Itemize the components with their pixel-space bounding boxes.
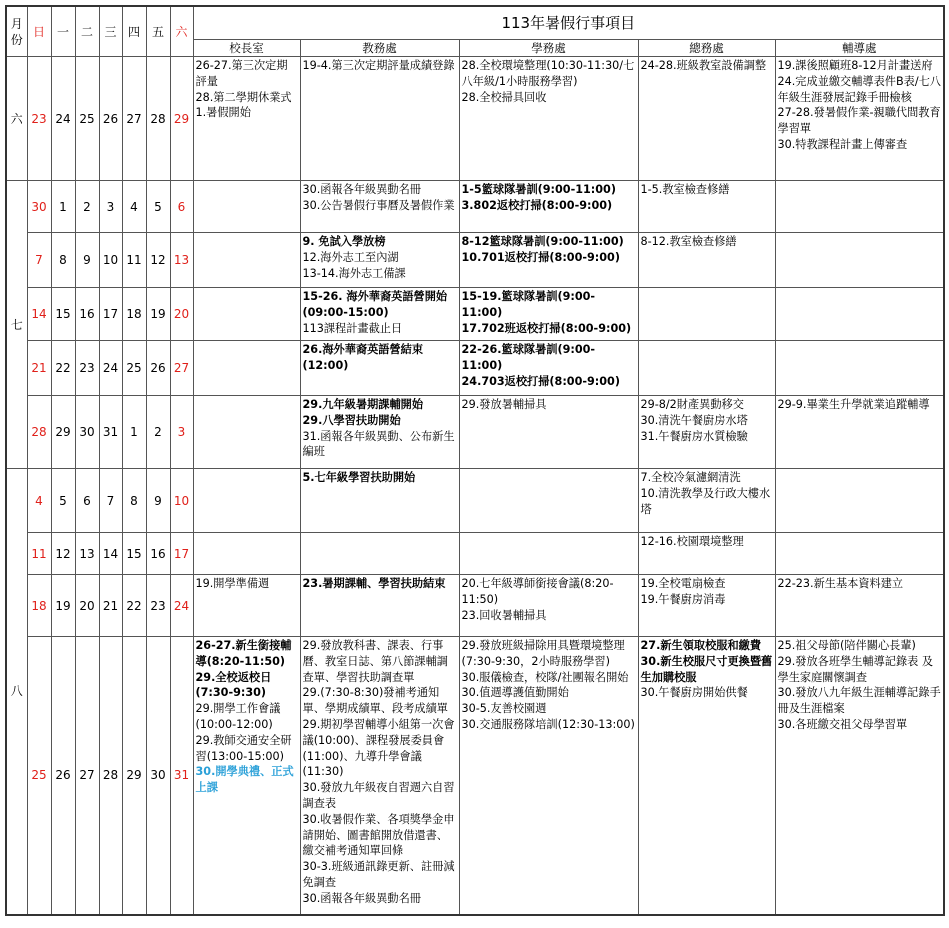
events-principal (193, 288, 300, 341)
event-item: 29.發放教科書、課表、行事曆、教室日誌、第八節課輔調查單、學習扶助調查單 (302, 639, 448, 684)
events-general-affairs (638, 233, 775, 288)
week-row (6, 288, 944, 341)
office-counseling: 輔導處 (775, 40, 944, 57)
week-row (6, 57, 944, 181)
weekday-wed: 三 (99, 6, 122, 57)
event-item: 30.發放八九年級生涯輔導記錄手冊及生涯檔案 (777, 686, 941, 716)
events-general-affairs (638, 341, 775, 396)
event-item: 29-8/2財產異動移交 (640, 398, 744, 411)
day-number: 5 (51, 469, 75, 533)
events-principal (193, 233, 300, 288)
events-general-affairs (638, 57, 775, 181)
event-item: 30.交通服務隊培訓(12:30-13:00) (461, 717, 635, 731)
event-item: 29.發放暑輔掃具 (461, 398, 547, 411)
day-number: 27 (122, 57, 146, 181)
day-number: 17 (99, 288, 122, 341)
day-number: 11 (27, 533, 51, 575)
event-item: 1-5.教室檢查修繕 (640, 183, 730, 196)
day-number: 20 (170, 288, 193, 341)
event-item: 29.全校返校日(7:30-9:30) (195, 670, 272, 700)
day-number: 1 (51, 181, 75, 233)
day-number: 11 (122, 233, 146, 288)
week-row (6, 341, 944, 396)
day-number: 29 (122, 637, 146, 915)
events-counseling (775, 637, 944, 915)
day-number: 21 (27, 341, 51, 396)
event-item: 29.教師交通安全研習(13:00-15:00) (195, 733, 292, 763)
events-academic (300, 575, 459, 637)
weekday-mon: 一 (51, 6, 75, 57)
day-number: 6 (170, 181, 193, 233)
event-item: 31.函報各年級異動、公布新生編班 (302, 429, 455, 459)
events-principal (193, 469, 300, 533)
day-number: 22 (122, 575, 146, 637)
event-item: 5.七年級學習扶助開始 (302, 471, 416, 484)
events-student-affairs (459, 233, 638, 288)
day-number: 25 (27, 637, 51, 915)
events-student-affairs (459, 469, 638, 533)
events-principal (193, 57, 300, 181)
event-item: 19.開學準備週 (195, 577, 270, 590)
day-number: 13 (75, 533, 99, 575)
day-number: 12 (146, 233, 170, 288)
events-student-affairs (459, 637, 638, 915)
events-principal (193, 341, 300, 396)
day-number: 29 (170, 57, 193, 181)
event-item: 1-5籃球隊暑訓(9:00-11:00) (461, 183, 616, 196)
day-number: 27 (170, 341, 193, 396)
day-number: 6 (75, 469, 99, 533)
events-academic (300, 396, 459, 469)
weekday-fri: 五 (146, 6, 170, 57)
day-number: 31 (99, 396, 122, 469)
events-general-affairs (638, 396, 775, 469)
event-item: 30.值週導護值勤開始 (461, 686, 569, 700)
office-academic: 教務處 (300, 40, 459, 57)
event-item: 1.暑假開始 (195, 106, 251, 120)
day-number: 2 (146, 396, 170, 469)
event-item: 8-12籃球隊暑訓(9:00-11:00) (461, 235, 624, 248)
event-item: 30.午餐廚房開始供餐 (640, 686, 748, 700)
event-item: 7.全校冷氣濾網清洗 (640, 471, 741, 484)
events-general-affairs (638, 533, 775, 575)
events-academic (300, 469, 459, 533)
day-number: 26 (51, 637, 75, 915)
day-number: 10 (170, 469, 193, 533)
event-item: 26.海外華裔英語營結束(12:00) (302, 343, 424, 372)
event-item: 30-5.友善校園週 (461, 702, 547, 716)
events-counseling (775, 469, 944, 533)
day-number: 21 (99, 575, 122, 637)
event-item: 19.課後照顧班8-12月計畫送府 (777, 59, 933, 72)
event-item: 30.各班繳交祖父母學習單 (777, 717, 908, 731)
event-item: 29.發放班級掃除用具暨環境整理(7:30-9:30，2小時服務學習) (461, 639, 625, 668)
week-row (6, 637, 944, 915)
event-item: 113課程計畫截止日 (302, 321, 403, 335)
week-row (6, 533, 944, 575)
day-number: 13 (170, 233, 193, 288)
event-item: 3.802返校打掃(8:00-9:00) (461, 198, 613, 212)
events-principal (193, 396, 300, 469)
event-item: 28.全校環境整理(10:30-11:30/七八年級/1小時服務學習) (461, 59, 635, 88)
events-counseling (775, 288, 944, 341)
day-number: 24 (99, 341, 122, 396)
event-item: 23.暑期課輔、學習扶助結束 (302, 577, 446, 590)
month-label: 六 (6, 57, 27, 181)
event-item: 29.九年級暑期課輔開始 (302, 398, 424, 411)
event-item: 12.海外志工至內湖 (302, 250, 399, 264)
events-principal (193, 533, 300, 575)
day-number: 2 (75, 181, 99, 233)
day-number: 16 (146, 533, 170, 575)
event-item: 30.函報各年級異動名冊 (302, 891, 421, 905)
day-number: 25 (122, 341, 146, 396)
day-number: 9 (75, 233, 99, 288)
events-academic (300, 181, 459, 233)
day-number: 9 (146, 469, 170, 533)
day-number: 30 (27, 181, 51, 233)
event-item: 30.公告暑假行事曆及暑假作業 (302, 198, 455, 212)
events-principal (193, 181, 300, 233)
event-item: 15-19.籃球隊暑訓(9:00-11:00) (461, 290, 596, 319)
day-number: 19 (146, 288, 170, 341)
event-item: 9. 免試入學放榜 (302, 235, 386, 248)
events-academic (300, 341, 459, 396)
event-item: 19.全校電扇檢查 (640, 577, 726, 590)
event-item: 30.特教課程計畫上傳審查 (777, 137, 908, 151)
event-item: 8-12.教室檢查修繕 (640, 235, 737, 248)
day-number: 7 (27, 233, 51, 288)
day-number: 18 (122, 288, 146, 341)
event-item: 24.703返校打掃(8:00-9:00) (461, 374, 620, 388)
events-student-affairs (459, 288, 638, 341)
day-number: 30 (75, 396, 99, 469)
day-number: 8 (122, 469, 146, 533)
event-item: 19.午餐廚房消毒 (640, 592, 726, 606)
event-item: 30.新生校服尺寸更換暨舊生加購校服 (640, 654, 773, 684)
day-number: 26 (146, 341, 170, 396)
day-number: 30 (146, 637, 170, 915)
event-item: 23.回收暑輔掃具 (461, 608, 547, 622)
day-number: 28 (99, 637, 122, 915)
events-general-affairs (638, 469, 775, 533)
events-student-affairs (459, 396, 638, 469)
events-general-affairs (638, 637, 775, 915)
event-item: 29.期初學習輔導小組第一次會議(10:00)、課程發展委員會(11:00)、九導升學會議(11:30) (302, 717, 455, 779)
day-number: 18 (27, 575, 51, 637)
weekday-sun: 日 (27, 6, 51, 57)
calendar-body (6, 57, 944, 915)
day-number: 22 (51, 341, 75, 396)
week-row (6, 181, 944, 233)
event-item: 17.702班返校打掃(8:00-9:00) (461, 321, 632, 335)
event-item: 25.祖父母節(陪伴關心長輩) (777, 639, 916, 652)
event-item: 10.701返校打掃(8:00-9:00) (461, 250, 620, 264)
month-label: 八 (6, 469, 27, 915)
week-row (6, 469, 944, 533)
event-item: 26-27.第三次定期評量 (195, 59, 288, 88)
event-item: 27-28.發暑假作業-親職代間教育學習單 (777, 106, 941, 136)
event-item: 30.收暑假作業、各項獎學金申請開始、圖書館開放借還書、繳交補考通知單回條 (302, 812, 455, 858)
events-counseling (775, 341, 944, 396)
event-item: 22-26.籃球隊暑訓(9:00-11:00) (461, 343, 596, 372)
event-item: 30-3.班級通訊錄更新、註冊減免調查 (302, 860, 455, 889)
events-student-affairs (459, 341, 638, 396)
day-number: 26 (99, 57, 122, 181)
week-row (6, 233, 944, 288)
day-number: 24 (170, 575, 193, 637)
event-item: 30.發放九年級夜自習週六自習調查表 (302, 781, 455, 810)
events-student-affairs (459, 533, 638, 575)
event-item: 22-23.新生基本資料建立 (777, 577, 904, 590)
event-item: 30.函報各年級異動名冊 (302, 183, 421, 196)
day-number: 23 (27, 57, 51, 181)
weekday-thu: 四 (122, 6, 146, 57)
event-item: 29.八學習扶助開始 (302, 413, 401, 427)
events-counseling (775, 533, 944, 575)
events-student-affairs (459, 57, 638, 181)
week-row (6, 396, 944, 469)
day-number: 7 (99, 469, 122, 533)
event-item: 29.開學工作會議(10:00-12:00) (195, 702, 281, 731)
day-number: 31 (170, 637, 193, 915)
events-student-affairs (459, 575, 638, 637)
page-title: 113年暑假行事項目 (193, 6, 944, 40)
weekday-tue: 二 (75, 6, 99, 57)
event-item: 30.開學典禮、正式上課 (195, 765, 294, 795)
events-academic (300, 637, 459, 915)
day-number: 28 (27, 396, 51, 469)
calendar-table (5, 5, 945, 916)
day-number: 24 (51, 57, 75, 181)
weekday-sat: 六 (170, 6, 193, 57)
day-number: 28 (146, 57, 170, 181)
day-number: 14 (99, 533, 122, 575)
events-counseling (775, 575, 944, 637)
events-academic (300, 233, 459, 288)
event-item: 20.七年級導師銜接會議(8:20-11:50) (461, 577, 614, 606)
event-item: 30.清洗午餐廚房水塔 (640, 413, 748, 427)
office-student-affairs: 學務處 (459, 40, 638, 57)
day-number: 5 (146, 181, 170, 233)
event-item: 19-4.第三次定期評量成績登錄 (302, 59, 455, 72)
event-item: 15-26. 海外華裔英語營開始(09:00-15:00) (302, 290, 448, 319)
day-number: 16 (75, 288, 99, 341)
events-academic (300, 533, 459, 575)
event-item: 30.服儀檢查，校隊/社團報名開始 (461, 670, 629, 684)
event-item: 26-27.新生銜接輔導(8:20-11:50) (195, 639, 292, 668)
day-number: 14 (27, 288, 51, 341)
events-academic (300, 57, 459, 181)
day-number: 23 (146, 575, 170, 637)
day-number: 27 (75, 637, 99, 915)
day-number: 20 (75, 575, 99, 637)
event-item: 28.第二學期休業式 (195, 90, 292, 104)
event-item: 29.發放各班學生輔導記錄表 及學生家庭關懷調查 (777, 654, 934, 684)
day-number: 1 (122, 396, 146, 469)
event-item: 29.(7:30-8:30)發補考通知單、學期成績單、段考成績單 (302, 686, 448, 716)
events-principal (193, 637, 300, 915)
events-counseling (775, 396, 944, 469)
event-item: 24.完成並繳交輔導表件B表/七八年級生涯發展記錄手冊檢核 (777, 74, 941, 104)
day-number: 3 (99, 181, 122, 233)
events-counseling (775, 57, 944, 181)
day-number: 3 (170, 396, 193, 469)
day-number: 19 (51, 575, 75, 637)
day-number: 8 (51, 233, 75, 288)
events-counseling (775, 181, 944, 233)
day-number: 4 (27, 469, 51, 533)
event-item: 24-28.班級教室設備調整 (640, 59, 767, 72)
day-number: 15 (51, 288, 75, 341)
events-principal (193, 575, 300, 637)
month-label: 七 (6, 181, 27, 469)
day-number: 10 (99, 233, 122, 288)
events-general-affairs (638, 288, 775, 341)
office-principal: 校長室 (193, 40, 300, 57)
events-academic (300, 288, 459, 341)
day-number: 15 (122, 533, 146, 575)
day-number: 25 (75, 57, 99, 181)
month-header: 月份 (6, 6, 27, 57)
day-number: 12 (51, 533, 75, 575)
event-item: 29-9.畢業生升學就業追蹤輔導 (777, 398, 930, 411)
office-general-affairs: 總務處 (638, 40, 775, 57)
events-general-affairs (638, 181, 775, 233)
event-item: 31.午餐廚房水質檢驗 (640, 429, 748, 443)
events-counseling (775, 233, 944, 288)
events-general-affairs (638, 575, 775, 637)
day-number: 17 (170, 533, 193, 575)
event-item: 27.新生領取校服和繳費 (640, 639, 762, 652)
week-row (6, 575, 944, 637)
day-number: 23 (75, 341, 99, 396)
events-student-affairs (459, 181, 638, 233)
event-item: 28.全校掃具回收 (461, 90, 547, 104)
event-item: 10.清洗教學及行政大樓水塔 (640, 486, 771, 516)
event-item: 12-16.校園環境整理 (640, 535, 744, 548)
event-item: 13-14.海外志工備課 (302, 266, 406, 280)
day-number: 29 (51, 396, 75, 469)
day-number: 4 (122, 181, 146, 233)
